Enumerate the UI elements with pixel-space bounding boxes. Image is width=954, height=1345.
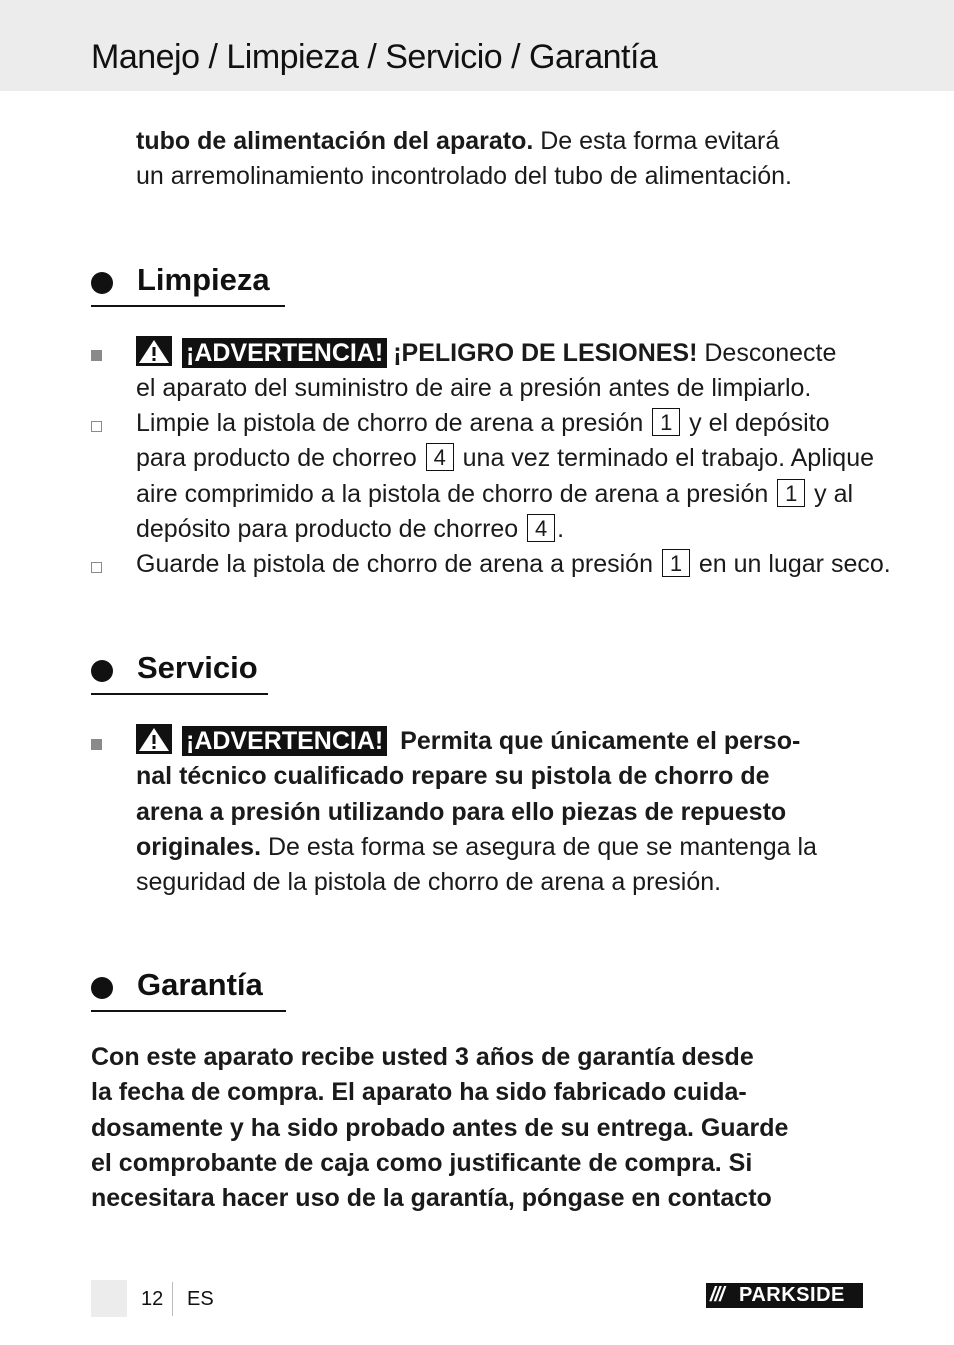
- page-title: Manejo / Limpieza / Servicio / Garantía: [91, 38, 658, 76]
- text: Guarde la pistola de chorro de arena a presión: [136, 550, 660, 578]
- garantia-line: el comprobante de caja como justificante de compra. Si: [91, 1148, 753, 1177]
- square-bullet-icon: [91, 739, 102, 750]
- heading-underline: [91, 305, 285, 307]
- logo-text: PARKSIDE: [739, 1284, 845, 1306]
- text: Limpie la pistola de chorro de arena a presión: [136, 409, 651, 437]
- text: para producto de chorreo: [136, 444, 424, 473]
- text: .: [557, 514, 565, 543]
- warning-triangle-icon: [136, 336, 172, 366]
- intro-paragraph: [136, 124, 896, 195]
- ref-box: 1: [652, 408, 680, 436]
- text: aire comprimido a la pistola de chorro de arena a presión: [136, 479, 776, 508]
- parkside-logo: [706, 1283, 863, 1308]
- intro-bold: tubo de alimentación del aparato.: [136, 127, 534, 155]
- warning-bold: ¡PELIGRO DE LESIONES!: [393, 339, 698, 367]
- garantia-line: Con este aparato recibe usted 3 años de garantía desde: [91, 1043, 754, 1071]
- garantia-paragraph: [91, 1040, 891, 1216]
- warning-text-1: Desconecte: [697, 339, 837, 367]
- heading-text: Garantía: [137, 967, 263, 1002]
- servicio-warning: [136, 724, 916, 900]
- page-number: 12: [141, 1288, 164, 1310]
- hollow-square-bullet-icon: [91, 421, 102, 432]
- warning-bold: arena a presión utilizando para ello piezas de repuesto: [136, 797, 787, 826]
- warning-text: seguridad de la pistola de chorro de arena a presión.: [136, 868, 722, 897]
- bullet-dot-icon: [91, 272, 113, 294]
- footer-separator: [172, 1282, 173, 1316]
- text: en un lugar seco.: [691, 550, 891, 578]
- garantia-line: la fecha de compra. El aparato ha sido fabricado cuida-: [91, 1078, 747, 1107]
- logo-stripes: ///: [710, 1284, 724, 1306]
- footer-box: [91, 1280, 127, 1317]
- warning-bold: nal técnico cualificado repare su pistola de chorro de: [136, 762, 770, 791]
- limpieza-item-2: [136, 547, 916, 582]
- warning-bold: originales.: [136, 832, 262, 861]
- language-code: ES: [187, 1288, 214, 1310]
- ref-box: 1: [662, 549, 690, 577]
- intro-text-2: un arremolinamiento incontrolado del tubo de alimentación.: [136, 162, 792, 191]
- bullet-dot-icon: [91, 660, 113, 682]
- ref-box: 4: [426, 443, 454, 471]
- heading-text: Servicio: [137, 650, 258, 685]
- ref-box: 4: [527, 514, 555, 542]
- square-bullet-icon: [91, 350, 102, 361]
- text: depósito para producto de chorreo: [136, 514, 526, 543]
- text: y al: [807, 479, 854, 508]
- heading-underline: [91, 693, 268, 695]
- warning-label: ¡ADVERTENCIA!: [182, 726, 387, 756]
- intro-text-1: De esta forma evitará: [533, 127, 780, 155]
- hollow-square-bullet-icon: [91, 562, 102, 573]
- warning-text-2: el aparato del suministro de aire a presión antes de limpiarlo.: [136, 374, 812, 403]
- warning-text: De esta forma se asegura de que se mantenga la: [261, 832, 817, 861]
- text: y el depósito: [682, 409, 830, 437]
- garantia-line: necesitara hacer uso de la garantía, póngase en contacto: [91, 1184, 772, 1213]
- bullet-dot-icon: [91, 977, 113, 999]
- text: una vez terminado el trabajo. Aplique: [455, 444, 875, 473]
- heading-text: Limpieza: [137, 262, 270, 297]
- heading-underline: [91, 1010, 286, 1012]
- warning-bold: Permita que únicamente el perso-: [393, 727, 801, 755]
- garantia-line: dosamente y ha sido probado antes de su entrega. Guarde: [91, 1113, 789, 1142]
- limpieza-item-1: [136, 406, 916, 547]
- warning-triangle-icon: [136, 724, 172, 754]
- warning-label: ¡ADVERTENCIA!: [182, 338, 387, 368]
- ref-box: 1: [777, 479, 805, 507]
- limpieza-warning: [136, 336, 896, 407]
